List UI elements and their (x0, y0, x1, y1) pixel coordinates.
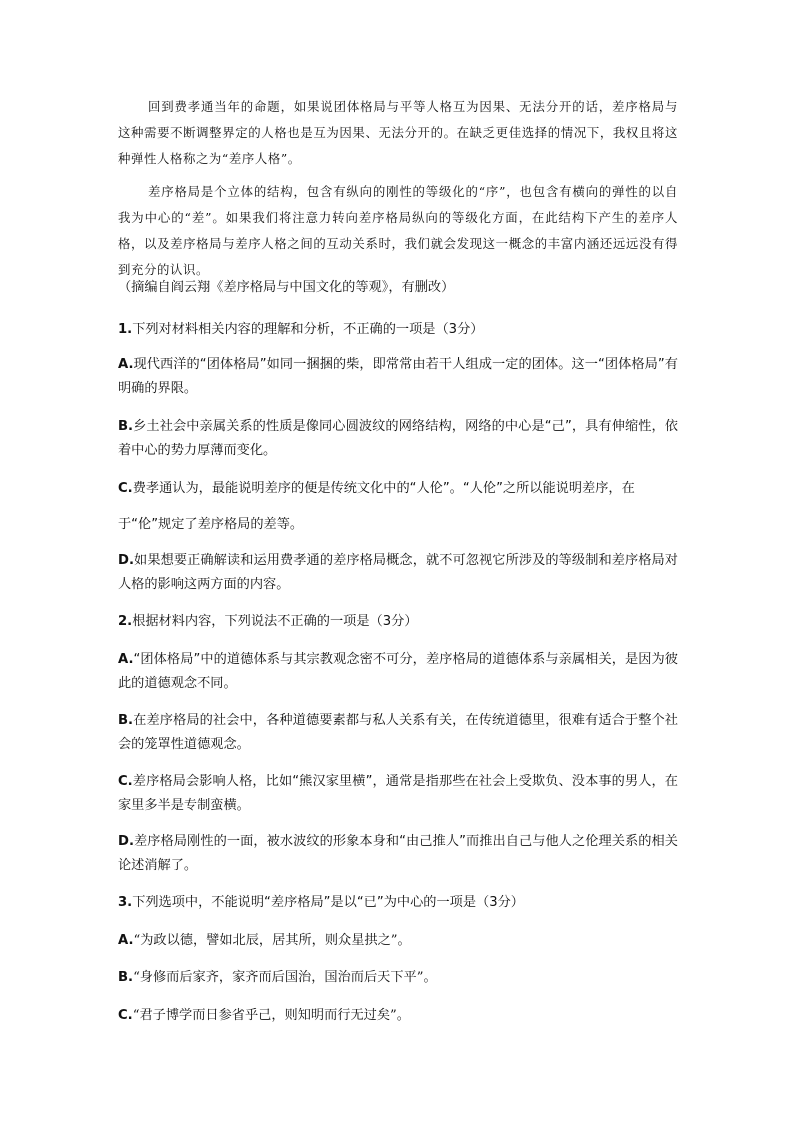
question-3-stem (118, 891, 678, 915)
option-label: A. (118, 357, 134, 372)
question-1-option-c-continuation: 于“伦”规定了差序格局的差等。 (118, 517, 304, 532)
question-1-stem (118, 318, 678, 342)
option-label: D. (118, 553, 134, 568)
option-label: C. (118, 481, 133, 496)
option-label: B. (118, 713, 134, 728)
question-stem-text: 根据材料内容，下列说法不正确的一项是（3分） (132, 614, 418, 629)
option-label: A. (118, 933, 134, 948)
question-1-option-c (118, 477, 678, 501)
passage-paragraph-1: 回到费孝通当年的命题，如果说团体格局与平等人格互为因果、无法分开的话，差序格局与这种需要不断调整界定的人格也是互为因果、无法分开的。在缺乏更佳选择的情况下，我权且将这种弹性人格称之为“差序人格”。 (118, 99, 678, 166)
option-label: B. (118, 419, 134, 434)
question-1-option-a (118, 353, 678, 401)
question-1-option-d (118, 549, 678, 597)
question-1-option-b (118, 415, 678, 463)
passage-source: （摘编自阎云翔《差序格局与中国文化的等观》，有删改） (118, 280, 455, 295)
question-2-option-b (118, 709, 678, 757)
option-text: 乡土社会中亲属关系的性质是像同心圆波纹的网络结构，网络的中心是“己”，具有伸缩性，依着中心的势力厚薄而变化。 (118, 419, 678, 458)
option-label: A. (118, 652, 134, 667)
option-label: D. (118, 834, 134, 849)
question-number: 3. (118, 895, 133, 910)
option-text: “君子博学而日参省乎己，则知明而行无过矣”。 (132, 1008, 410, 1023)
question-stem-text: 下列选项中，不能说明“差序格局”是以“已”为中心的一项是（3分） (132, 895, 524, 910)
option-text: 差序格局会影响人格，比如“熊汉家里横”，通常是指那些在社会上受欺负、没本事的男人，在家里多半是专制蛮横。 (118, 774, 678, 813)
question-2-option-a (118, 648, 678, 696)
question-2-option-d (118, 830, 678, 878)
passage-paragraph-2: 差序格局是个立体的结构，包含有纵向的刚性的等级化的“序”，也包含有横向的弹性的以自我为中心的“差”。如果我们将注意力转向差序格局纵向的等级化方面，在此结构下产生的差序人格，以及差序格局与差序人格之间的互动关系时，我们就会发现这一概念的丰富内涵还远远没有得到充分的认识。 (118, 184, 678, 277)
option-text: 在差序格局的社会中，各种道德要素都与私人关系有关，在传统道德里，很难有适合于整个社会的笼罩性道德观念。 (118, 713, 678, 752)
question-3-option-c (118, 1004, 678, 1028)
question-2-stem (118, 610, 678, 634)
option-text: “团体格局”中的道德体系与其宗教观念密不可分，差序格局的道德体系与亲属相关，是因为彼此的道德观念不同。 (118, 652, 678, 691)
question-number: 2. (118, 614, 133, 629)
question-number: 1. (118, 322, 133, 337)
question-3-option-b (118, 966, 678, 990)
question-stem-text: 下列对材料相关内容的理解和分析，不正确的一项是（3分） (132, 322, 484, 337)
question-2-option-c (118, 770, 678, 818)
option-text: 差序格局刚性的一面，被水波纹的形象本身和“由己推人”而推出自己与他人之伦理关系的相关论述消解了。 (118, 834, 678, 873)
option-text: 如果想要正确解读和运用费孝通的差序格局概念，就不可忽视它所涉及的等级制和差序格局对人格的影响这两方面的内容。 (118, 553, 678, 592)
option-text: 费孝通认为，最能说明差序的便是传统文化中的“人伦”。“人伦”之所以能说明差序，在 (132, 481, 635, 496)
option-label: C. (118, 774, 133, 789)
option-text: 现代西洋的“团体格局”如同一捆捆的柴，即常常由若干人组成一定的团体。这一“团体格局”有明确的界限。 (118, 357, 678, 396)
option-text: “为政以德，譬如北辰，居其所，则众星拱之”。 (133, 933, 411, 948)
option-label: B. (118, 970, 134, 985)
option-text: “身修而后家齐，家齐而后国治，国治而后天下平”。 (133, 970, 437, 985)
option-label: C. (118, 1008, 133, 1023)
question-3-option-a (118, 929, 678, 953)
